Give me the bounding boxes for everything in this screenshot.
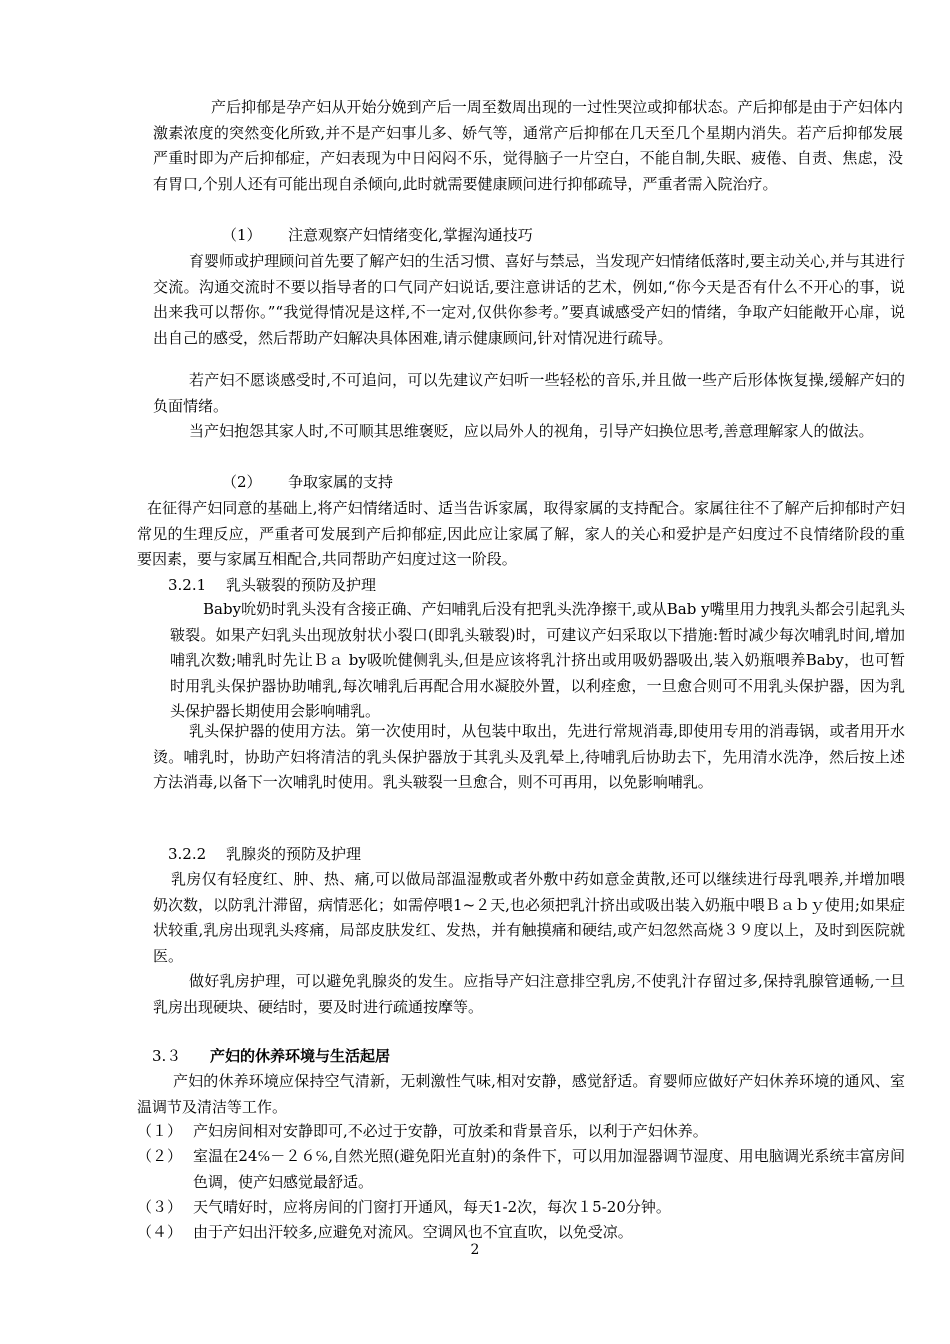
subheading-text: 争取家属的支持 <box>288 473 394 491</box>
page-number: 2 <box>470 1242 480 1258</box>
list-item <box>137 1220 905 1246</box>
subheading-number: （1） <box>222 226 262 244</box>
list-item <box>137 1119 905 1145</box>
heading-number: 3.３ <box>152 1047 182 1065</box>
list-item-number: （２） <box>137 1147 183 1165</box>
subheading-number: （2） <box>222 473 262 491</box>
subheading-family-support <box>222 470 393 496</box>
paragraph-complain-family: 当产妇抱怨其家人时,不可顺其思维褒贬，应以局外人的视角，引导产妇换位思考,善意理解家人的做法。 <box>189 422 874 440</box>
heading-text: 乳腺炎的预防及护理 <box>226 845 362 863</box>
list-item <box>137 1195 905 1221</box>
paragraph-nipple-fissure: Baby吮奶时乳头没有含接正确、产妇哺乳后没有把乳头洗净擦干,或从Bab y嘴里用力拽乳头都会引起乳头皲裂。如果产妇乳头出现放射状小裂口(即乳头皲裂)时，可建议产妇采取以下措施:暂时减少每次哺乳时间,增加哺乳次数;哺乳时先让Ｂａ by吸吮健侧乳头,但是应该将乳汁挤出或用吸奶器吸出,装入奶瓶喂养Baby，也可暂时用乳头保护器协助哺乳,每次哺乳后再配合用水凝胶外置，以利痊愈，一旦愈合则可不用乳头保护器，因为乳头保护器长期使用会影响哺乳。 <box>170 600 905 720</box>
list-item-number: （３） <box>137 1198 183 1216</box>
paragraph-breast-care: 做好乳房护理，可以避免乳腺炎的发生。应指导产妇注意排空乳房,不使乳汁存留过多,保持乳腺管通畅,一旦乳房出现硬块、硬结时，要及时进行疏通按摩等。 <box>153 972 905 1016</box>
list-item <box>137 1144 905 1195</box>
list-item-number: （１） <box>137 1122 183 1140</box>
paragraph-family-cooperation: 在征得产妇同意的基础上,将产妇情绪适时、适当告诉家属，取得家属的支持配合。家属往往不了解产后抑郁时产妇常见的生理反应，严重者可发展到产后抑郁症,因此应让家属了解，家人的关心和爱护是产妇度过不良情绪阶段的重要因素，要与家属互相配合,共同帮助产妇度过这一阶段。 <box>137 499 905 568</box>
paragraph-communication: 育婴师或护理顾问首先要了解产妇的生活习惯、喜好与禁忌，当发现产妇情绪低落时,要主动关心,并与其进行交流。沟通交流时不要以指导者的口气同产妇说话,要注意讲话的艺术，例如,“你今天是否有什么不开心的事，说出来我可以帮你。”“我觉得情况是这样,不一定对,仅供你参考。”要真诚感受产妇的情绪，争取产妇能敞开心扉，说出自己的感受，然后帮助产妇解决具体困难,请示健康顾问,针对情况进行疏导。 <box>153 252 905 347</box>
paragraph-unwilling-to-talk: 若产妇不愿谈感受时,不可追问，可以先建议产妇听一些轻松的音乐,并且做一些产后形体恢复操,缓解产妇的负面情绪。 <box>153 371 905 415</box>
heading-text: 乳头皲裂的预防及护理 <box>226 576 377 594</box>
paragraph-mastitis-care: 乳房仅有轻度红、肿、热、痛,可以做局部温湿敷或者外敷中药如意金黄散,还可以继续进行母乳喂养,并增加喂奶次数，以防乳汁滞留，病情恶化；如需停喂1~２天,也必须把乳汁挤出或吸出装入奶瓶中喂Ｂａｂｙ使用;如果症状较重,乳房出现乳头疼痛，局部皮肤发红、发热，并有触摸痛和硬结,或产妇忽然高烧３９度以上，及时到医院就医。 <box>153 870 905 965</box>
paragraph-rest-environment: 产妇的休养环境应保持空气清新，无刺激性气味,相对安静，感觉舒适。育婴师应做好产妇休养环境的通风、室温调节及清洁等工作。 <box>137 1072 905 1116</box>
list-item-text: 由于产妇出汗较多,应避免对流风。空调风也不宜直吹，以免受凉。 <box>193 1223 633 1241</box>
heading-3-2-1 <box>168 573 376 599</box>
list-item-text: 室温在24℅－２６℅,自然光照(避免阳光直射)的条件下，可以用加湿器调节湿度、用电脑调光系统丰富房间色调，使产妇感觉最舒适。 <box>193 1147 905 1191</box>
heading-text: 产妇的休养环境与生活起居 <box>210 1047 391 1065</box>
heading-number: 3.2.2 <box>168 845 207 863</box>
paragraph-postpartum-depression-intro: 产后抑郁是孕产妇从开始分娩到产后一周至数周出现的一过性哭泣或抑郁状态。产后抑郁是由于产妇体内激素浓度的突然变化所致,并不是产妇事儿多、娇气等，通常产后抑郁在几天至几个星期内消失。若产后抑郁发展严重时即为产后抑郁症，产妇表现为中日闷闷不乐，觉得脑子一片空白，不能自制,失眠、疲倦、自责、焦虑，没有胃口,个别人还有可能出现自杀倾向,此时就需要健康顾问进行抑郁疏导，严重者需入院治疗。 <box>153 98 903 193</box>
heading-3-2-2 <box>168 842 361 868</box>
heading-3-3 <box>152 1044 390 1070</box>
subheading-observe-emotions <box>222 223 533 249</box>
list-item-text: 产妇房间相对安静即可,不必过于安静，可放柔和背景音乐，以利于产妇休养。 <box>193 1122 708 1140</box>
paragraph-nipple-shield-usage: 乳头保护器的使用方法。第一次使用时，从包装中取出，先进行常规消毒,即使用专用的消毒锅，或者用开水烫。哺乳时，协助产妇将清洁的乳头保护器放于其乳头及乳晕上,待哺乳后协助去下，先用清水洗净，然后按上述方法消毒,以备下一次哺乳时使用。乳头皲裂一旦愈合，则不可再用，以免影响哺乳。 <box>153 722 905 791</box>
list-item-text: 天气晴好时，应将房间的门窗打开通风，每天1-2次，每次１5-20分钟。 <box>193 1198 671 1216</box>
list-item-number: （４） <box>137 1223 183 1241</box>
heading-number: 3.2.1 <box>168 576 207 594</box>
subheading-text: 注意观察产妇情绪变化,掌握沟通技巧 <box>288 226 533 244</box>
